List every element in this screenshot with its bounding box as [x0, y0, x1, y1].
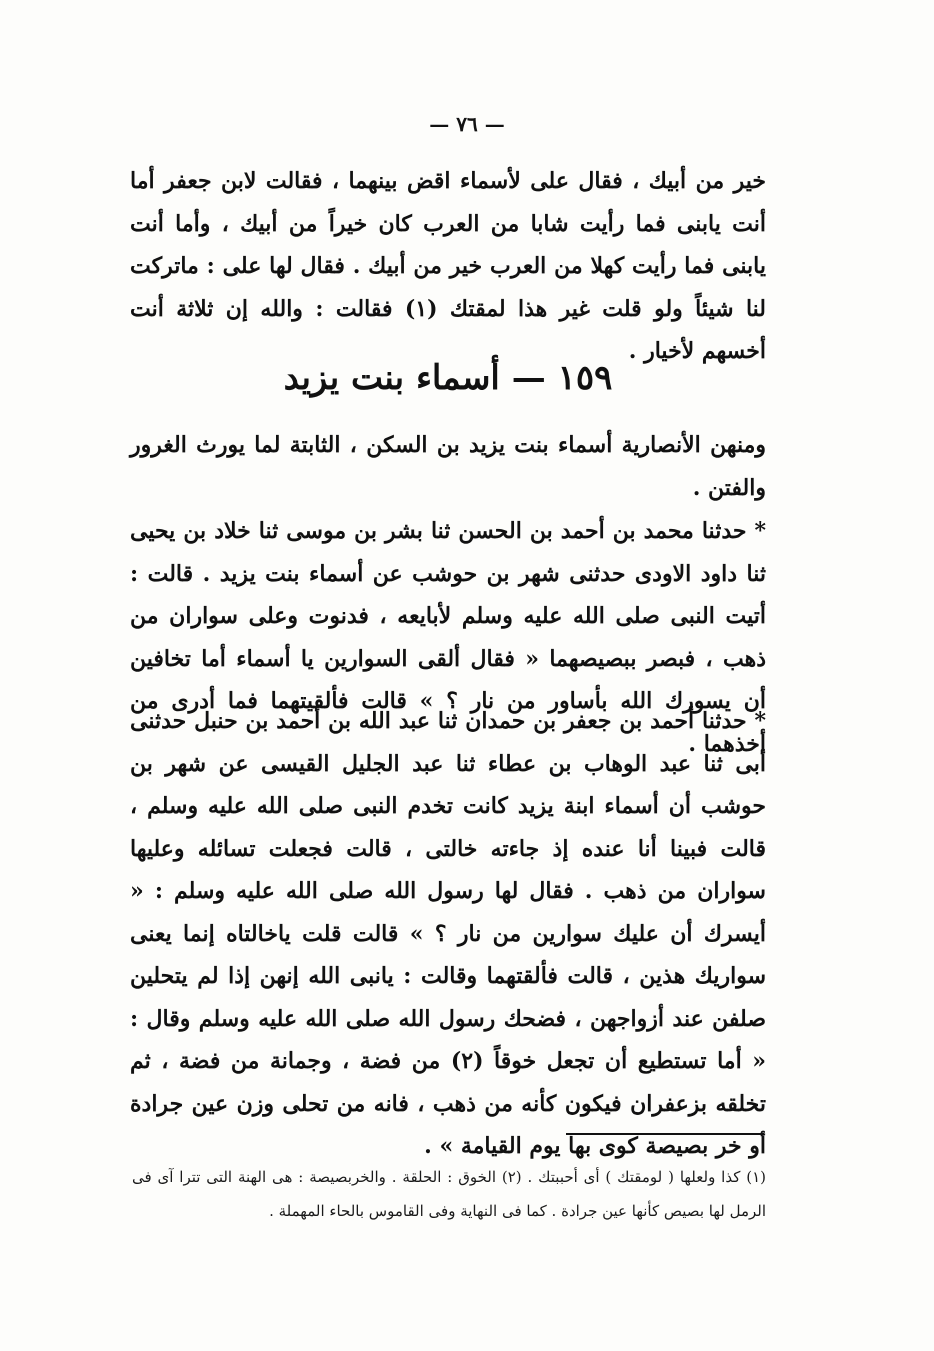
continued-paragraph: خير من أبيك ، فقال على لأسماء اقض بينهما ، فقالت لابن جعفر أما أنت يابنى فما رأيت شابا من العرب كان خيراً من أبيك ، وأما أنت يابنى فما رأيت كهلا من العرب خير من أبيك . فقال لها على : ماتركت لنا شيئاً ولو قلت غير هذا لمقتك (١) فقالت : والله إن ثلاثة أنت أخسهم لأخيار . [130, 168, 766, 364]
footnotes: (١) كذا ولعلها ( لومقتك ) أى أحببتك . (٢) الخوق : الحلقة . والخربصيصة : هى الهنة التى تترا آى فى الرمل لها بصيص كأنها عين جرادة . كما فى النهاية وفى القاموس بالحاء المهملة . [132, 1168, 766, 1220]
section-heading: ١٥٩ — أسماء بنت يزيد [283, 358, 613, 398]
intro-paragraph: ومنهن الأنصارية أسماء بنت يزيد بن السكن ، الثابتة لما يورث الغرور والفتن . [130, 432, 766, 501]
hadith-paragraph-2: * حدثنا أحمد بن جعفر بن حمدان ثنا عبد الله بن أحمد بن حنبل حدثنى أبى ثنا عبد الوهاب بن عطاء ثنا عبد الجليل القيسى عن شهر بن حوشب أن أسماء ابنة يزيد كانت تخدم النبى صلى الله عليه وسلم ، قالت فبينا أنا عنده إذ جاءته خالتى ، قالت فجعلت تسائله وعليها سواران من ذهب . فقال لها رسول الله صلى الله عليه وسلم : « أيسرك أن عليك سوارين من نار ؟ » قالت قلت ياخالتاه إنما يعنى سواريك هذين ، قالت فألقتهما وقالت : يانبى الله إنهن إذا لم يتحلين صلفن عند أزواجهن ، فضحك رسول الله صلى الله عليه وسلم وقال : « أما تستطيع أن تجعل خوقاً (٢) من فضة ، وجمانة من فضة ، ثم تخلقه بزعفران فيكون كأنه من ذهب ، فانه من تحلى وزن عين جرادة أو خر بصيصة كوى بها يوم القيامة » . [130, 708, 766, 1159]
hadith-paragraph-1: * حدثنا محمد بن أحمد بن الحسن ثنا بشر بن موسى ثنا خلاد بن يحيى ثنا داود الاودى حدثنى شهر بن حوشب عن أسماء بنت يزيد . قالت : أتيت النبى صلى الله عليه وسلم لأبايعه ، فدنوت وعلى سواران من ذهب ، فبصر ببصيصهما « فقال ألقى السوارين يا أسماء أما تخافين أن يسورك الله بأساور من نار ؟ » قالت فألقيتهما فما أدرى من أخذهما . [130, 518, 766, 757]
page-number: — ٧٦ — [429, 112, 505, 136]
footnote-divider [566, 1133, 764, 1135]
